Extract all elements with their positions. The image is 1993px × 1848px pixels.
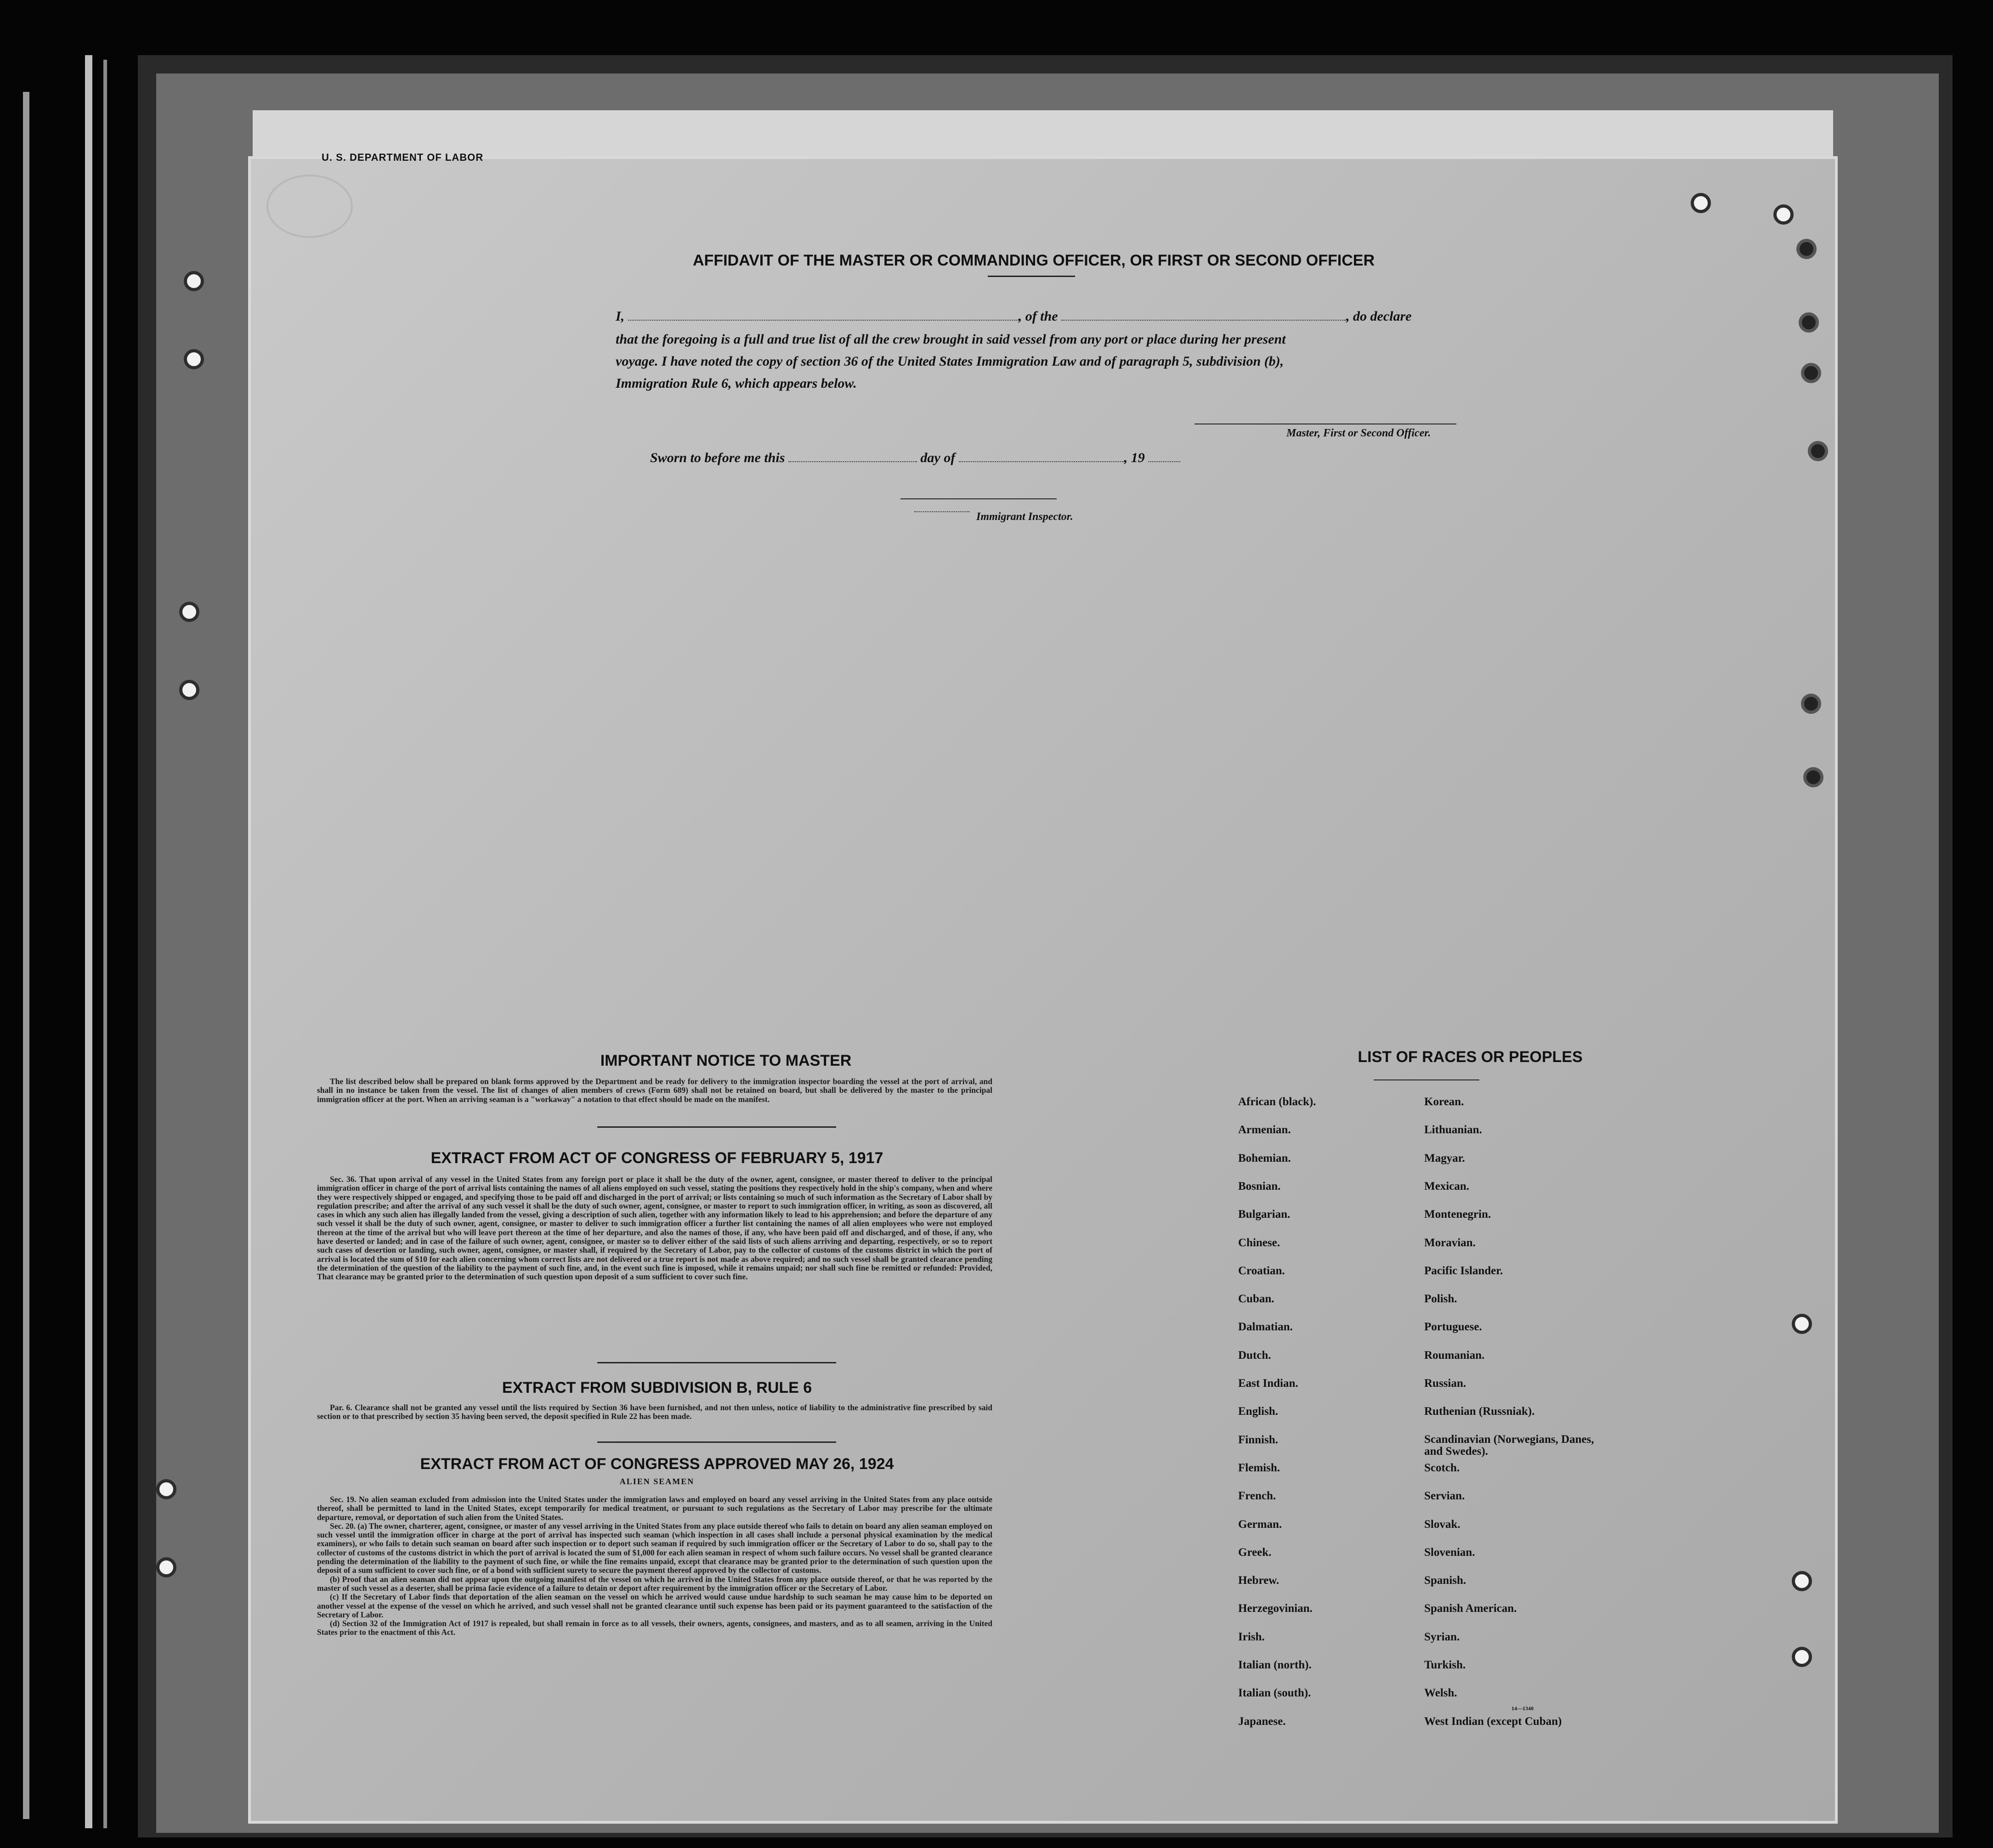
race-item: West Indian (except Cuban) (1424, 1715, 1562, 1728)
race-item: Spanish American. (1424, 1602, 1517, 1615)
race-item: Bulgarian. (1238, 1208, 1291, 1221)
race-item: Korean. (1424, 1096, 1464, 1108)
sheet-top-edge (253, 110, 1833, 161)
binder-edge-strip (85, 55, 92, 1828)
section-20c-paragraph: (c) If the Secretary of Labor finds that deportation of the alien seaman on the vessel on which he arrived would cause undue hardship to such seaman he may cause him to be deported on another vessel at the expense of the vessel on which he arrived, and such vessel shall not be granted clearance until such expense has been paid or its payment guaranteed to the satisfaction of the Secretary of Labor. (317, 1592, 992, 1619)
race-item: African (black). (1238, 1096, 1316, 1108)
punch-hole-left (156, 1479, 176, 1499)
race-item: Japanese. (1238, 1715, 1286, 1728)
race-item: Scandinavian (Norwegians, Danes, and Swedes). (1424, 1433, 1594, 1458)
affidavit-declare-label: , do declare (1346, 309, 1412, 324)
punch-hole-right (1691, 193, 1711, 213)
rule6-paragraph: Par. 6. Clearance shall not be granted any vessel until the lists required by Section 36 have been furnished, and not then unless, notice of liability to the administrative fine prescribed by said section or to that prescribed by section 35 having been served, the deposit specified in Rule 22 has been made. (317, 1403, 992, 1421)
section-36-paragraph: Sec. 36. That upon arrival of any vessel in the United States from any foreign port or place it shall be the duty of the owner, agent, consignee, or master thereof to deliver to the principal immigration officer in charge of the port of arrival lists containing the names of all aliens employed on such vessel, stating the positions they respectively hold in the ship's company, when and where they were respectively shipped or engaged, and specifying those to be paid off and discharged in the port of arrival; or lists containing so much of such information as the Secretary of Labor shall by regulation prescribe; and after the arrival of any such vessel it shall be the duty of such owner, agent, consignee, or master to report to such immigration officer, in writing, as soon as discovered, all cases in which any such alien has illegally landed from the vessel, giving a description of such alien, together with any information likely to lead to his apprehension; and before the departure of any such vessel it shall be the duty of such owner, agent, consignee, or master to deliver to such immigration officer a further list containing the names of all alien employees who were not employed thereon at the time of the arrival but who will leave port thereon at the time of her departure, and also the names of those, if any, who have been paid off and discharged, and of those, if any, who have deserted or landed; and in case of the failure of such owner, agent, consignee, or master so to deliver either of the said lists of such aliens arriving and departing, respectively, or so to report such cases of desertion or landing, such owner, agent, consignee, or master shall, if required by the Secretary of Labor, pay to the collector of customs of the customs district in which the port of arrival is located the sum of $10 for each alien concerning whom correct lists are not delivered or a true report is not made as above required; and no such vessel shall be granted clearance pending the determination of the question of the liability to the payment of such fine, and, in the event such fine is imposed, while it remains unpaid; nor shall such fine be remitted or refunded: Provided, That clearance may be granted prior to the determination of such question upon deposit of a sum sufficient to cover such fine. (317, 1175, 992, 1282)
race-item: English. (1238, 1405, 1278, 1418)
punch-hole-left (184, 271, 204, 291)
punch-hole-right (1801, 363, 1821, 383)
race-item: Russian. (1424, 1377, 1466, 1390)
sworn-month-field[interactable] (959, 461, 1124, 462)
punch-hole-right (1803, 767, 1823, 787)
affidavit-title: AFFIDAVIT OF THE MASTER OR COMMANDING OFFICER, OR FIRST OR SECOND OFFICER (693, 252, 1375, 269)
sworn-year-field[interactable] (1148, 461, 1180, 462)
race-item: Slovenian. (1424, 1546, 1475, 1559)
bleed-through-text (459, 225, 1884, 250)
races-title: LIST OF RACES OR PEOPLES (1358, 1048, 1583, 1066)
race-item: Lithuanian. (1424, 1124, 1482, 1136)
race-item: Syrian. (1424, 1631, 1460, 1643)
notice-title: IMPORTANT NOTICE TO MASTER (600, 1052, 852, 1069)
race-item: French. (1238, 1490, 1276, 1502)
affidavit-text-line: Immigration Rule 6, which appears below. (616, 376, 857, 391)
race-item: Irish. (1238, 1631, 1265, 1643)
race-item: German. (1238, 1518, 1282, 1531)
race-item: Dalmatian. (1238, 1321, 1293, 1333)
section-divider (597, 1441, 836, 1443)
inspector-signature-dots (914, 511, 969, 512)
races-right-column (1424, 1096, 1700, 1739)
race-item: Flemish. (1238, 1462, 1280, 1474)
race-item: Dutch. (1238, 1349, 1271, 1362)
section-20a-paragraph: Sec. 20. (a) The owner, charterer, agent, consignee, or master of any vessel arriving in the United States from any place outside thereof who fails to detain on board any alien seaman employed on such vessel until the immigration officer in charge at the port of arrival has inspected such seaman (which inspection in all cases shall include a personal physical examination by the medical examiners), or who fails to detain such seaman on board after such inspection or to deport such seaman if required by such immigration officer or the Secretary of Labor to do so, shall pay to the collector of customs of the customs district in which the port of arrival is located the sum of $1,000 for each alien seaman in respect of whom such failure occurs. No vessel shall be granted clearance pending the determination of the liability to the payment of such fine, or while the fine remains unpaid, except that clearance may be granted prior to the determination of such question upon the deposit of a sum sufficient to cover such fine, or of a bond with sufficient surety to secure the payment thereof approved by the collector of customs. (317, 1521, 992, 1575)
title-underline (988, 276, 1075, 277)
race-item: East Indian. (1238, 1377, 1298, 1390)
race-item: Pacific Islander. (1424, 1265, 1503, 1277)
section-19-paragraph: Sec. 19. No alien seaman excluded from admission into the United States under the immigration laws and employed on board any vessel arriving in the United States from any place outside thereof, shall be permitted to land in the United States, except temporarily for medical treatment, or pursuant to such regulations as the Secretary of Labor may prescribe for the ultimate departure, removal, or deportation of such alien from the United States. (317, 1495, 992, 1522)
faded-stamp (266, 175, 353, 238)
master-name-field[interactable] (628, 320, 1019, 321)
race-item: Roumanian. (1424, 1349, 1485, 1362)
extract-rule6-text (317, 1403, 992, 1421)
punch-hole-right (1808, 441, 1828, 461)
race-item: Portuguese. (1424, 1321, 1482, 1333)
races-left-column (1238, 1096, 1440, 1739)
punch-hole-right (1792, 1647, 1812, 1667)
punch-hole-right (1792, 1571, 1812, 1591)
race-item: Armenian. (1238, 1124, 1291, 1136)
punch-hole-right (1792, 1314, 1812, 1334)
sworn-day-of-label: day of (920, 450, 956, 465)
master-signature-caption: Master, First or Second Officer. (1286, 427, 1431, 439)
punch-hole-right (1796, 239, 1817, 259)
department-label: U. S. DEPARTMENT OF LABOR (322, 152, 484, 163)
race-item: Servian. (1424, 1490, 1465, 1502)
punch-hole-right (1801, 694, 1821, 714)
race-item: Bosnian. (1238, 1180, 1281, 1192)
race-item: Ruthenian (Russniak). (1424, 1405, 1535, 1418)
inspector-caption: Immigrant Inspector. (976, 511, 1073, 523)
race-item: Finnish. (1238, 1434, 1278, 1446)
section-divider (597, 1126, 836, 1128)
race-item: Greek. (1238, 1546, 1272, 1559)
notice-paragraph: The list described below shall be prepared on blank forms approved by the Department and be ready for delivery to the immigration inspector boarding the vessel at the port of arrival, and shall in no instance be taken from the vessel. The list of changes of alien members of crews (Form 689) shall not be retained on board, but shall be delivered by the master to the principal immigration officer at the port. When an arriving seaman is a "workaway" a notation to that effect should be made on the manifest. (317, 1077, 992, 1104)
extract-1917-text (317, 1175, 992, 1282)
punch-hole-left (179, 602, 199, 622)
race-item: Cuban. (1238, 1293, 1274, 1305)
section-divider (597, 1362, 836, 1363)
punch-hole-left (179, 680, 199, 700)
affidavit-declaration-line (616, 309, 1493, 324)
punch-hole-right (1773, 204, 1794, 225)
race-item: Welsh. (1424, 1687, 1457, 1699)
race-item: Magyar. (1424, 1152, 1465, 1164)
races-title-underline (1374, 1079, 1479, 1080)
race-item: Moravian. (1424, 1237, 1476, 1249)
race-item: Herzegovinian. (1238, 1602, 1313, 1615)
extract-rule6-title: EXTRACT FROM SUBDIVISION B, RULE 6 (502, 1379, 812, 1396)
punch-hole-left (156, 1557, 176, 1577)
punch-hole-right (1799, 312, 1819, 333)
race-item: Chinese. (1238, 1237, 1280, 1249)
affidavit-i-label: I, (616, 309, 625, 324)
race-item: Bohemian. (1238, 1152, 1291, 1164)
extract-1917-title: EXTRACT FROM ACT OF CONGRESS OF FEBRUARY 5, 1917 (430, 1149, 883, 1167)
race-item: Croatian. (1238, 1265, 1285, 1277)
race-item: Polish. (1424, 1293, 1457, 1305)
race-item: Hebrew. (1238, 1574, 1280, 1587)
sworn-year-label: , 19 (1124, 450, 1145, 465)
binder-edge-strip (103, 60, 107, 1828)
affidavit-text-line: voyage. I have noted the copy of section 36 of the United States Immigration Law and of paragraph 5, subdivision (b), (616, 354, 1284, 369)
race-item: Slovak. (1424, 1518, 1461, 1531)
inspector-signature-line[interactable] (900, 498, 1057, 499)
race-item: Mexican. (1424, 1180, 1469, 1192)
race-item: Montenegrin. (1424, 1208, 1491, 1221)
sworn-label: Sworn to before me this (650, 450, 785, 465)
race-item: Spanish. (1424, 1574, 1466, 1587)
sworn-line (650, 450, 1528, 466)
affidavit-of-the-label: , of the (1018, 309, 1058, 324)
alien-seamen-subtitle: ALIEN SEAMEN (619, 1477, 695, 1486)
race-item: Italian (north). (1238, 1659, 1312, 1671)
section-20d-paragraph: (d) Section 32 of the Immigration Act of 1917 is repealed, but shall remain in force as to all vessels, their owners, agents, consignees, and masters, and as to all seamen, arriving in the United States prior to the enactment of this Act. (317, 1619, 992, 1637)
race-item: Turkish. (1424, 1659, 1466, 1671)
form-code: 14—1340 (1512, 1705, 1534, 1712)
notice-text (317, 1077, 992, 1104)
extract-1924-title: EXTRACT FROM ACT OF CONGRESS APPROVED MAY 26, 1924 (420, 1455, 894, 1473)
extract-1924-text (317, 1495, 992, 1637)
binder-edge-left (23, 92, 29, 1819)
race-item: Italian (south). (1238, 1687, 1311, 1699)
section-20b-paragraph: (b) Proof that an alien seaman did not appear upon the outgoing manifest of the vessel on which he arrived in the United States from any place outside thereof, or that he was reported by the master of such vessel as a deserter, shall be prima facie evidence of a failure to detain or deport after requirement by the immigration officer or the Secretary of Labor. (317, 1574, 992, 1593)
punch-hole-left (184, 349, 204, 369)
vessel-name-field[interactable] (1061, 320, 1346, 321)
race-item: Scotch. (1424, 1462, 1460, 1474)
affidavit-text-line: that the foregoing is a full and true list of all the crew brought in said vessel from any port or place during her present (616, 332, 1286, 347)
sworn-day-field[interactable] (788, 461, 917, 462)
